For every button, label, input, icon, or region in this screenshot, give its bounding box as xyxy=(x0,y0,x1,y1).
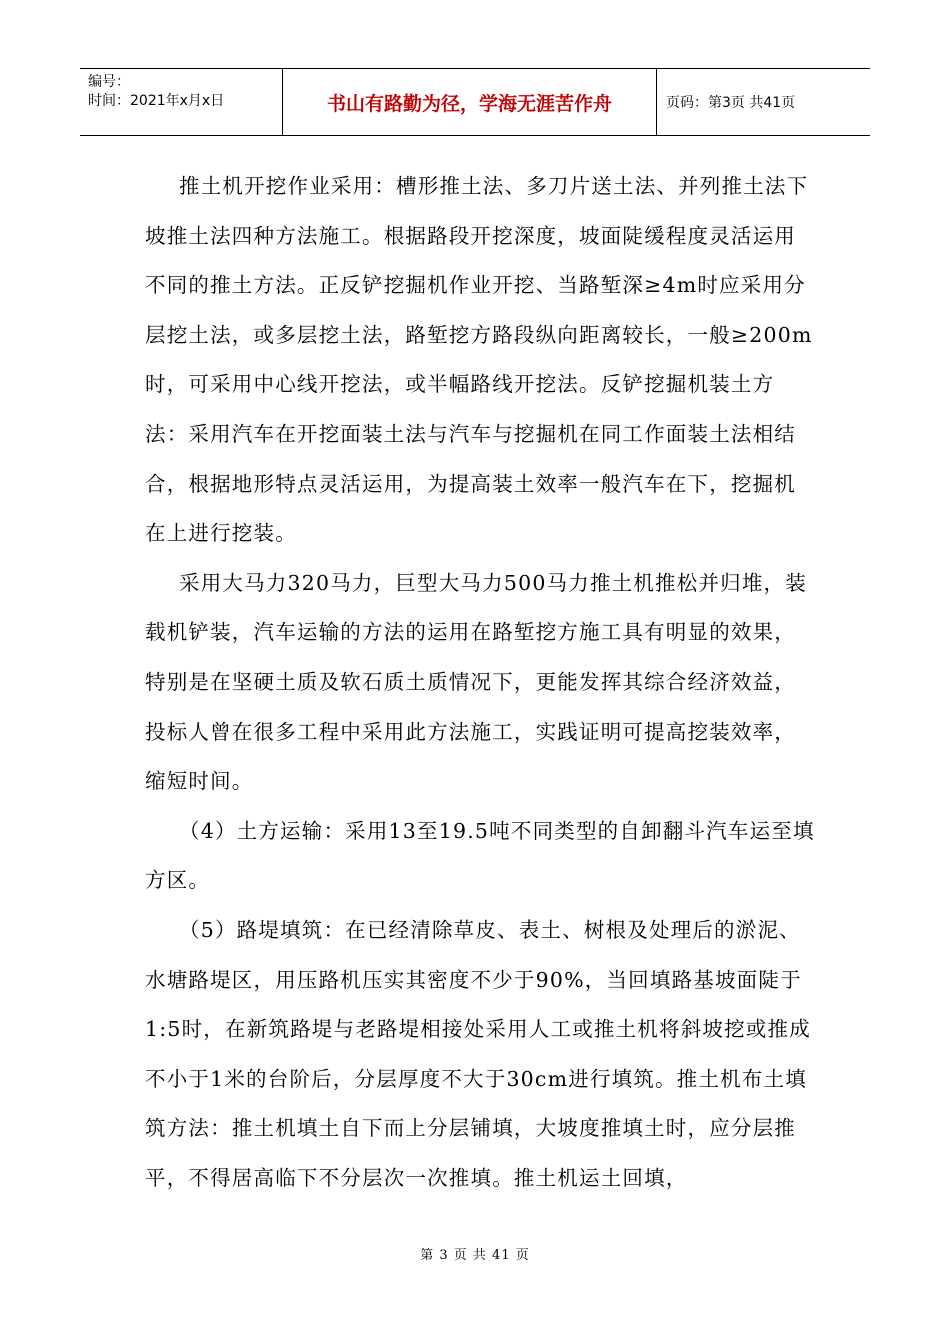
time-label: 时间：2021年x月x日 xyxy=(88,93,225,109)
paragraph-3: （4）土方运输：采用13至19.5吨不同类型的自卸翻斗汽车运至填方区。 xyxy=(145,818,815,893)
document-body xyxy=(145,162,815,1203)
number-label: 编号： xyxy=(88,74,130,90)
paragraph-1: 推土机开挖作业采用：槽形推土法、多刀片送土法、并列推土法下坡推土法四种方法施工。根据路段开挖深度，坡面陡缓程度灵活运用不同的推土方法。正反铲挖掘机作业开挖、当路堑深≥4m时应采用分层挖土法，或多层挖土法，路堑挖方路段纵向距离较长，一般≥200m时，可采用中心线开挖法，或半幅路线开挖法。反铲挖掘机装土方法：采用汽车在开挖面装土法与汽车与挖掘机在同工作面装土法相结合，根据地形特点灵活运用，为提高装土效率一般汽车在下，挖掘机在上进行挖装。 xyxy=(145,174,813,546)
page-header xyxy=(80,68,870,136)
page-footer: 第 3 页 共 41 页 xyxy=(420,1248,530,1263)
header-page-info: 页码：第3页 共41页 xyxy=(666,95,796,111)
paragraph-2: 采用大马力320马力，巨型大马力500马力推土机推松并归堆，装载机铲装，汽车运输的方法的运用在路堑挖方施工具有明显的效果，特别是在坚硬土质及软石质土质情况下，更能发挥其综合经济效益，投标人曾在很多工程中采用此方法施工，实践证明可提高挖装效率，缩短时间。 xyxy=(145,570,807,794)
paragraph-4: （5）路堤填筑：在已经清除草皮、表土、树根及处理后的淤泥、水塘路堤区，用压路机压实其密度不少于90%，当回填路基坡面陡于1:5时，在新筑路堤与老路堤相接处采用人工或推土机将斜坡挖或推成不小于1米的台阶后，分层厚度不大于30cm进行填筑。推土机布土填筑方法：推土机填土自下而上分层铺填，大坡度推填土时，应分层推平，不得居高临下不分层次一次推填。推土机运土回填， xyxy=(145,917,811,1190)
header-meta xyxy=(80,69,283,135)
header-motto: 书山有路勤为径，学海无涯苦作舟 xyxy=(283,69,657,135)
